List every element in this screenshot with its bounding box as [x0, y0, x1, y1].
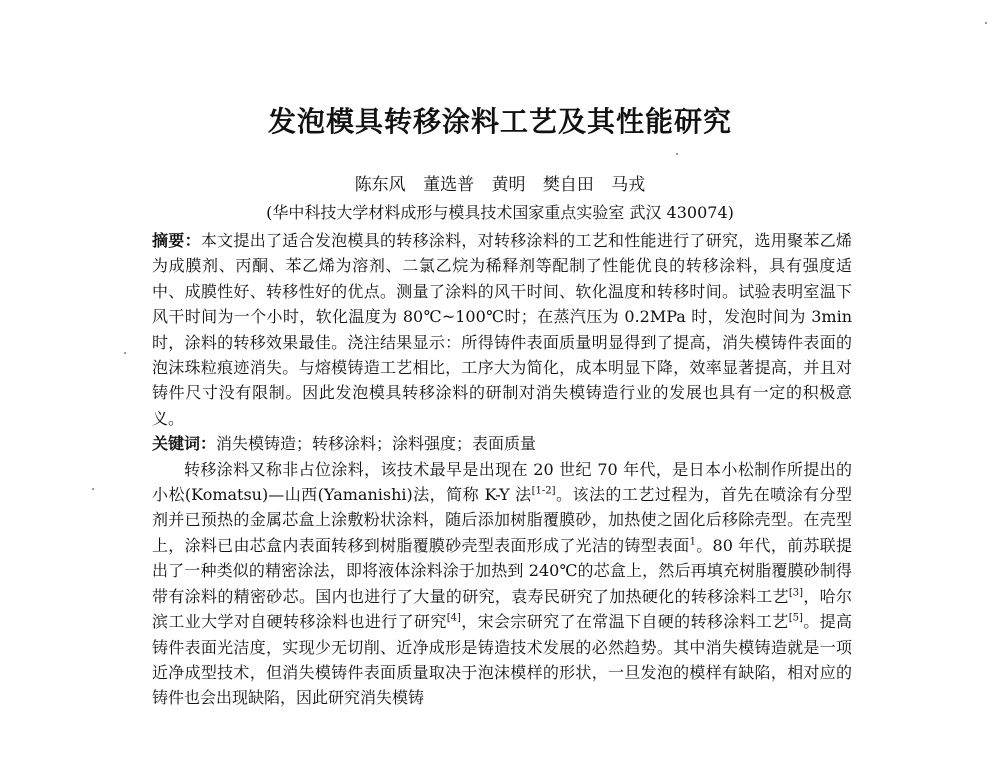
intro-paragraph — [152, 457, 852, 711]
scan-speck — [985, 22, 987, 24]
affiliation: (华中科技大学材料成形与模具技术国家重点实验室 武汉 430074) — [266, 203, 734, 222]
scan-speck — [676, 153, 678, 155]
intro-text: 。该法的工艺过程为，首先在喷涂有分型剂并已预热的金属芯盒上涂敷粉状涂料，随后添加树脂覆膜砂，加热使之固化后移除壳型。在壳型上，涂料已由芯盒内表面转移到树脂覆膜砂壳型表面形成了光洁的铸型表面 — [152, 485, 852, 555]
abstract-text: 本文提出了适合发泡模具的转移涂料，对转移涂料的工艺和性能进行了研究，选用聚苯乙烯为成膜剂、丙酮、苯乙烯为溶剂、二氯乙烷为稀释剂等配制了性能优良的转移涂料，具有强度适中、成膜性好、转移性好的优点。测量了涂料的风干时间、软化温度和转移时间。试验表明室温下风干时间为一个小时，软化温度为 80℃~100℃时；在蒸汽压为 0.2MPa 时，发泡时间为 3min 时，涂料的转移效果最佳。浇注结果显示：所得铸件表面质量明显得到了提高，消失模铸件表面的泡沫珠粒痕迹消失。与熔模铸造工艺相比，工序大为简化，成本明显下降，效率显著提高，并且对铸件尺寸没有限制。因此发泡模具转移涂料的研制对消失模铸造行业的发展也具有一定的积极意义。 — [152, 231, 852, 428]
citation-ref: [5] — [788, 612, 803, 624]
abstract — [152, 228, 852, 431]
scan-speck — [124, 352, 126, 354]
citation-ref: [4] — [446, 612, 461, 624]
citation-ref: [1-2] — [531, 485, 556, 497]
keywords — [152, 431, 852, 456]
intro-text: 。提高铸件表面光洁度，实现少无切削、近净成形是铸造技术发展的必然趋势。其中消失模铸造就是一项近净成型技术，但消失模铸件表面质量取决于泡沫模样的形状，一旦发泡的模样有缺陷，相对应的铸件也会出现缺陷，因此研究消失模铸 — [152, 612, 852, 708]
paper-body — [152, 228, 852, 711]
scan-speck — [92, 488, 94, 490]
keywords-label: 关键词： — [152, 434, 217, 454]
abstract-label: 摘要： — [152, 231, 201, 250]
intro-text: ，宋会宗研究了在常温下自硬的转移涂料工艺 — [460, 612, 789, 632]
intro-text: ，哈尔滨工业大学对自硬转移涂料也进行了研究 — [152, 586, 852, 632]
citation-ref: 1 — [689, 536, 696, 548]
keywords-text: 消失模铸造；转移涂料；涂料强度；表面质量 — [216, 434, 537, 454]
intro-text: 转移涂料又称非占位涂料，该技术最早是出现在 20 世纪 70 年代，是日本小松制作所提出的小松(Komatsu)—山西(Yamanishi)法，简称 K-Y 法 — [152, 459, 852, 505]
author-list: 陈东风 董选普 黄明 樊自田 马戎 — [354, 175, 646, 195]
paper-title: 发泡模具转移涂料工艺及其性能研究 — [267, 105, 732, 138]
intro-text: 。80 年代，前苏联提出了一种类似的精密涂法，即将液体涂料涂于加热到 240℃的芯盒上，然后再填充树脂覆膜砂制得带有涂料的精密砂芯。国内也进行了大量的研究，袁寿民研究了加热硬化的转移涂料工艺 — [152, 535, 852, 606]
citation-ref: [3] — [788, 587, 803, 599]
